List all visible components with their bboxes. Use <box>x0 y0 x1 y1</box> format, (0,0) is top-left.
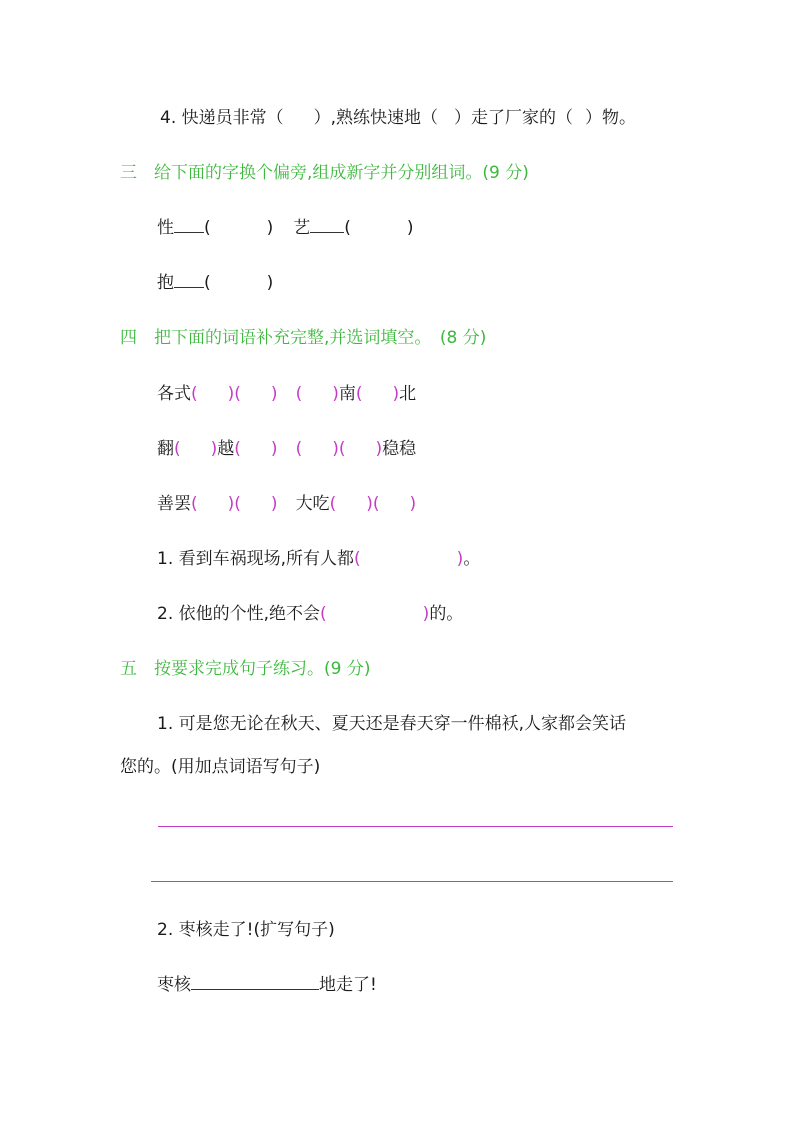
blank-paren: ) <box>332 439 339 459</box>
blank-paren: ( <box>354 549 361 569</box>
blank-paren: ) <box>409 494 417 514</box>
blank-line[interactable] <box>174 218 204 233</box>
s5-q2: 2. 枣核走了!(扩写句子) <box>157 920 335 940</box>
answer-line-2[interactable] <box>151 881 673 882</box>
blank-paren: ( <box>372 494 380 514</box>
blank-paren: ) <box>210 439 218 459</box>
s3-row-1: 性 ( ) 艺 ( ) <box>157 218 414 238</box>
s5-q1-line2: 您的。(用加点词语写句子) <box>120 757 321 777</box>
s5-q1-line1: 1. 可是您无论在秋天、夏天还是春天穿一件棉袄,人家都会笑话 <box>157 714 627 734</box>
blank-paren: ( <box>234 384 241 404</box>
blank-line[interactable] <box>191 975 319 990</box>
blank-paren: ( <box>320 604 327 624</box>
blank-paren: ) <box>227 384 235 404</box>
blank-paren: ) <box>456 549 464 569</box>
blank-paren: ( <box>329 494 337 514</box>
blank-paren: ( <box>174 439 181 459</box>
section-4-title: 四 把下面的词语补充完整,并选词填空。 (8 分) <box>120 328 487 348</box>
blank-paren: ) <box>392 384 400 404</box>
blank-paren: ) <box>332 384 339 404</box>
s3-row-2: 抱 ( ) <box>157 273 274 293</box>
blank-paren: ) <box>270 439 278 459</box>
blank-paren: ) <box>375 439 383 459</box>
s4-fill-1: 1. 看到车祸现场,所有人都( )。 <box>157 549 481 569</box>
blank-paren: ) <box>422 604 430 624</box>
blank-paren: ( <box>295 384 303 404</box>
blank-paren: ( <box>295 439 303 459</box>
blank-paren: ( <box>234 494 241 514</box>
blank-paren: ( <box>234 439 241 459</box>
answer-line-1[interactable] <box>158 826 673 827</box>
blank-line[interactable] <box>174 273 204 288</box>
blank-paren: ( <box>338 439 346 459</box>
blank-paren: ( <box>191 384 198 404</box>
s4-word-3: 善罢( )( ) 大吃( )( ) <box>157 494 417 514</box>
section-5-title: 五 按要求完成句子练习。(9 分) <box>120 659 371 679</box>
question-4: 4. 快递员非常（ ）,熟练快速地（ ）走了厂家的（ ）物。 <box>160 108 637 128</box>
blank-paren: ) <box>227 494 235 514</box>
s4-word-1: 各式( )( ) ( )南( )北 <box>157 384 417 404</box>
blank-paren: ( <box>355 384 363 404</box>
s4-fill-2: 2. 依他的个性,绝不会( )的。 <box>157 604 464 624</box>
blank-paren: ) <box>270 384 278 404</box>
blank-paren: ( <box>191 494 198 514</box>
blank-line[interactable] <box>310 218 344 233</box>
section-3-title: 三 给下面的字换个偏旁,组成新字并分别组词。(9 分) <box>120 163 529 183</box>
s4-word-2: 翻( )越( ) ( )( )稳稳 <box>157 439 417 459</box>
blank-paren: ) <box>366 494 373 514</box>
s5-q2-answer: 枣核 地走了! <box>157 975 377 995</box>
blank-paren: ) <box>270 494 278 514</box>
